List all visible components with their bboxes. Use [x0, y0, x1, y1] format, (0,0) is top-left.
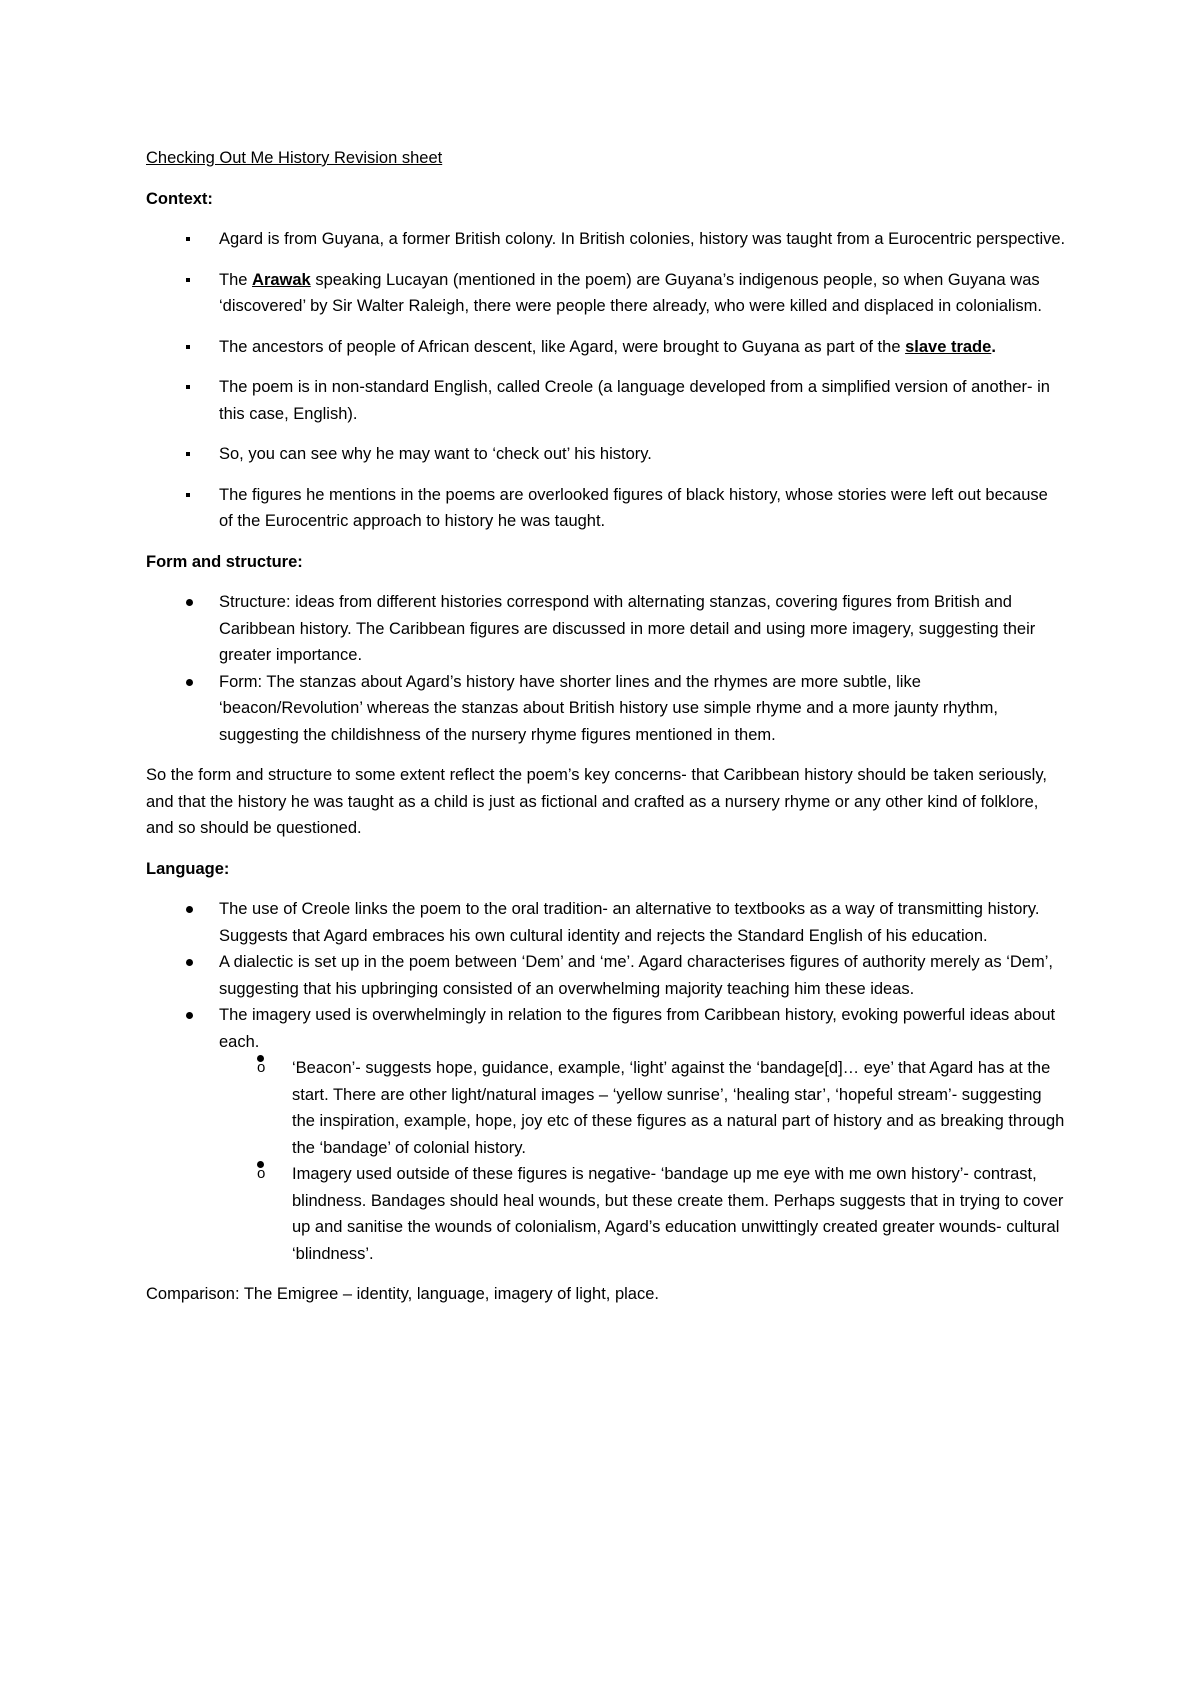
list-item: The figures he mentions in the poems are overlooked figures of black history, whose stories were left out because of the Eurocentric approach to history he was taught. [146, 482, 1066, 535]
list-item: Form: The stanzas about Agard’s history have shorter lines and the rhymes are more subtle, like ‘beacon/Revolution’ whereas the stanzas about British history use simple rhyme and a more jaunty rhythm, suggesting the childishness of the nursery rhyme figures mentioned in them. [146, 669, 1066, 749]
round-bullet-icon [186, 679, 193, 686]
imagery-sublist [146, 1055, 1066, 1267]
document-body [146, 145, 1066, 1322]
sublist-item: o Imagery used outside of these figures is negative- ‘bandage up me eye with me own history’- contrast, blindness. Bandages should heal wounds, but these create them. Perhaps suggests that in trying to cover up and sanitise the wounds of colonialism, Agard’s education unwittingly created greater wounds- cultural ‘blindness’. [146, 1161, 1066, 1267]
list-item: Agard is from Guyana, a former British colony. In British colonies, history was taught from a Eurocentric perspective. [146, 226, 1066, 253]
square-bullet-icon [186, 452, 190, 456]
sublist-item: o ‘Beacon’- suggests hope, guidance, example, ‘light’ against the ‘bandage[d]… eye’ that Agard has at the start. There are other light/natural images – ‘yellow sunrise’, ‘healing star’, ‘hopeful stream’- suggesting the inspiration, example, hope, joy etc of these figures as a natural part of history and as breaking through the ‘bandage’ of colonial history. [146, 1055, 1066, 1161]
circle-bullet-icon: o [257, 1055, 264, 1062]
round-bullet-icon [186, 1012, 193, 1019]
square-bullet-icon [186, 345, 190, 349]
circle-bullet-icon: o [257, 1161, 264, 1168]
comparison-line: Comparison: The Emigree – identity, language, imagery of light, place. [146, 1285, 659, 1303]
context-list [146, 226, 1066, 535]
list-item: Structure: ideas from different histories correspond with alternating stanzas, covering figures from British and Caribbean history. The Caribbean figures are discussed in more detail and using more imagery, suggesting their greater importance. [146, 589, 1066, 669]
document-title: Checking Out Me History Revision sheet [146, 149, 443, 167]
list-item: The poem is in non-standard English, called Creole (a language developed from a simplified version of another- in this case, English). [146, 374, 1066, 427]
list-item: The Arawak speaking Lucayan (mentioned in the poem) are Guyana’s indigenous people, so when Guyana was ‘discovered’ by Sir Walter Raleigh, there were people there already, who were killed and displaced in colonialism. [146, 267, 1066, 320]
form-summary: So the form and structure to some extent reflect the poem’s key concerns- that Caribbean history should be taken seriously, and that the history he was taught as a child is just as fictional and crafted as a nursery rhyme or any other kind of folklore, and so should be questioned. [146, 766, 1047, 837]
square-bullet-icon [186, 493, 190, 497]
list-item: The use of Creole links the poem to the oral tradition- an alternative to textbooks as a way of transmitting history. Suggests that Agard embraces his own cultural identity and rejects the Standard English of his education. [146, 896, 1066, 949]
form-heading: Form and structure: [146, 552, 303, 571]
round-bullet-icon [186, 599, 193, 606]
list-item: So, you can see why he may want to ‘check out’ his history. [146, 441, 1066, 468]
square-bullet-icon [186, 385, 190, 389]
context-heading: Context: [146, 189, 213, 208]
round-bullet-icon [186, 906, 193, 913]
language-heading: Language: [146, 859, 230, 878]
round-bullet-icon [186, 959, 193, 966]
slave-trade-link[interactable]: slave trade [905, 337, 992, 356]
square-bullet-icon [186, 278, 190, 282]
list-item: The imagery used is overwhelmingly in relation to the figures from Caribbean history, evoking powerful ideas about each. o ‘Beacon’- suggests hope, guidance, example, ‘light’ against the ‘bandage[d]… eye’ that Agard has at the start. There are other light/natural images – ‘yellow sunrise’, ‘healing star’, ‘hopeful stream’- suggesting the inspiration, example, hope, joy etc of these figures as a natural part of history and as breaking through the ‘bandage’ of colonial history. o Imagery used outside of these figures is negative- ‘bandage up me eye with me own history’- contrast, blindness. Bandages should heal wounds, but these create them. Perhaps suggests that in trying to cover up and sanitise the wounds of colonialism, Agard’s education unwittingly created greater wounds- cultural ‘blindness’. [146, 1002, 1066, 1267]
arawak-link[interactable]: Arawak [252, 270, 311, 289]
list-item: A dialectic is set up in the poem between ‘Dem’ and ‘me’. Agard characterises figures of authority merely as ‘Dem’, suggesting that his upbringing consisted of an overwhelming majority teaching him these ideas. [146, 949, 1066, 1002]
square-bullet-icon [186, 237, 190, 241]
language-list [146, 896, 1066, 1267]
list-item: The ancestors of people of African descent, like Agard, were brought to Guyana as part of the slave trade. [146, 334, 1066, 361]
form-list [146, 589, 1066, 748]
